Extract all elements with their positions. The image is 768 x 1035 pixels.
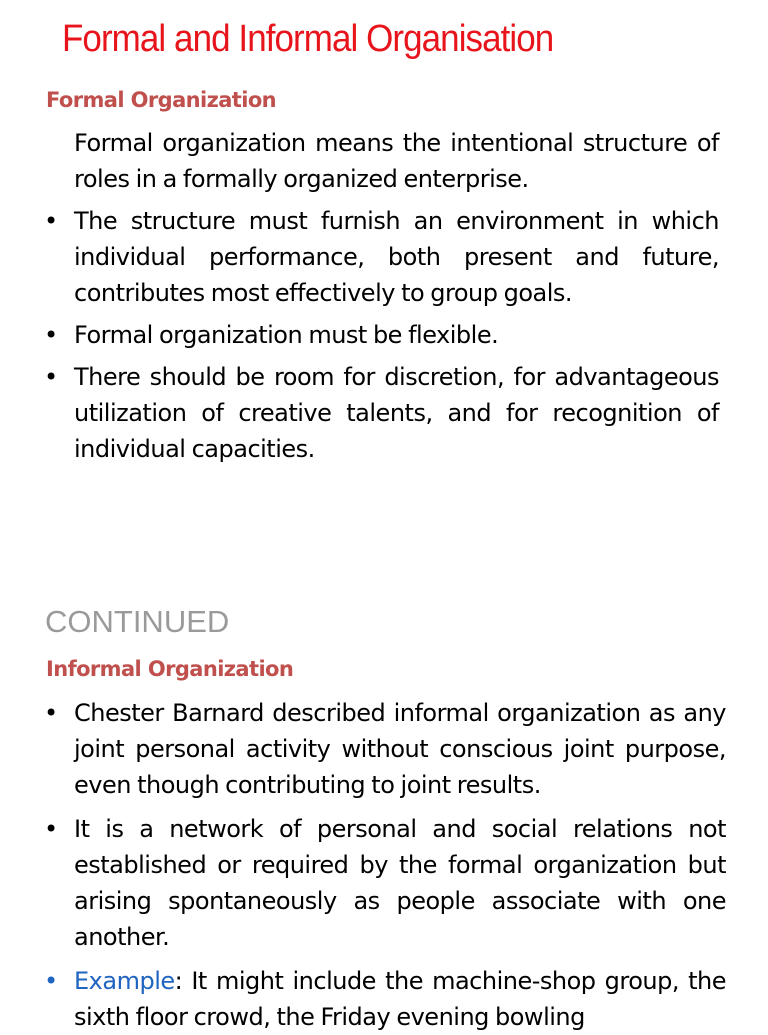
list-item-text: Chester Barnard described informal organization as any joint personal activity without conscious joint purpose, even though contributing to joint results.	[74, 699, 726, 799]
list-item	[0, 695, 726, 803]
list-item	[0, 203, 719, 311]
example-list-item	[0, 963, 726, 1035]
continued-label: CONTINUED	[45, 604, 230, 639]
formal-intro-paragraph	[0, 125, 719, 197]
list-item	[0, 359, 719, 467]
list-item-text: Formal organization must be flexible.	[74, 321, 499, 349]
bullet-icon: •	[44, 699, 58, 727]
bullet-icon: •	[44, 321, 58, 349]
formal-organization-heading: Formal Organization	[46, 88, 277, 112]
formal-intro-text: Formal organization means the intentional structure of roles in a formally organized enterprise.	[74, 129, 719, 193]
example-label: Example	[74, 967, 175, 995]
list-item-text: The structure must furnish an environment in which individual performance, both present and future, contributes most effectively to group goals.	[74, 207, 719, 307]
bullet-icon: •	[44, 967, 58, 995]
list-item	[0, 811, 726, 955]
bullet-icon: •	[44, 207, 58, 235]
informal-organization-list	[0, 695, 768, 1035]
formal-organization-list	[0, 125, 768, 467]
bullet-icon: •	[44, 815, 58, 843]
page-title: Formal and Informal Organisation	[62, 18, 554, 60]
list-item-text: There should be room for discretion, for advantageous utilization of creative talents, and for recognition of individual capacities.	[74, 363, 719, 463]
list-item-text: It is a network of personal and social relations not established or required by the formal organization but arising spontaneously as people associate with one another.	[74, 815, 726, 951]
list-item	[0, 317, 719, 353]
informal-organization-heading: Informal Organization	[46, 657, 294, 681]
bullet-icon: •	[44, 363, 58, 391]
example-text: : It might include the machine-shop group, the sixth floor crowd, the Friday evening bowling	[74, 967, 726, 1031]
